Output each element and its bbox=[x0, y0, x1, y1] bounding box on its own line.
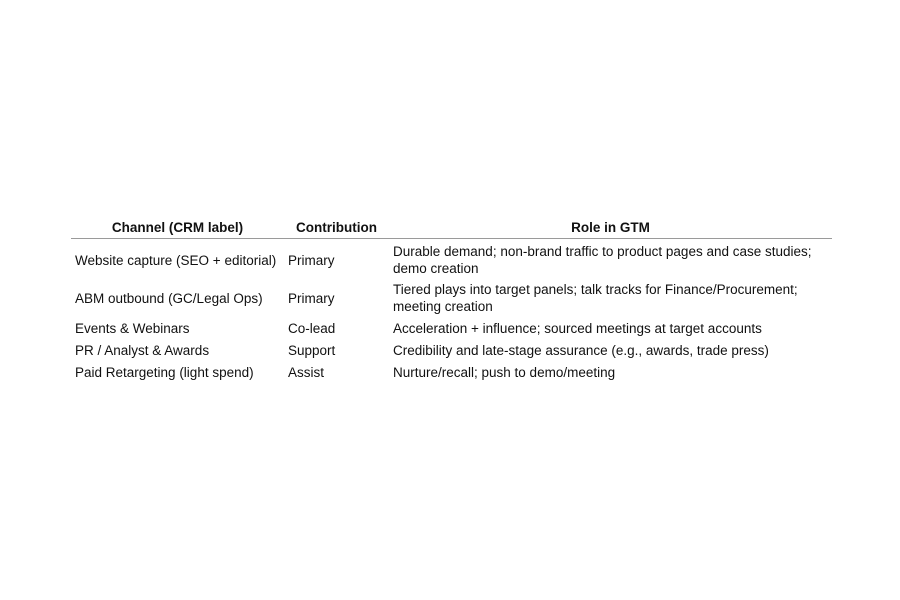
cell-role: Durable demand; non-brand traffic to product pages and case studies; demo creation bbox=[393, 244, 812, 276]
cell-channel: ABM outbound (GC/Legal Ops) bbox=[75, 290, 263, 306]
table-row bbox=[71, 317, 832, 339]
cell-role: Credibility and late-stage assurance (e.g., awards, trade press) bbox=[393, 342, 769, 358]
gtm-channel-table bbox=[71, 218, 832, 383]
cell-channel: Events & Webinars bbox=[75, 320, 190, 336]
header-role: Role in GTM bbox=[389, 218, 832, 239]
cell-role: Acceleration + influence; sourced meetings at target accounts bbox=[393, 320, 762, 336]
cell-channel: Paid Retargeting (light spend) bbox=[75, 364, 254, 380]
cell-channel: PR / Analyst & Awards bbox=[75, 342, 210, 358]
cell-contribution: Primary bbox=[288, 252, 335, 268]
table-header-row bbox=[71, 218, 832, 239]
cell-contribution: Primary bbox=[288, 290, 335, 306]
table-row bbox=[71, 279, 832, 317]
table-row bbox=[71, 361, 832, 383]
cell-role: Nurture/recall; push to demo/meeting bbox=[393, 364, 616, 380]
table-row bbox=[71, 239, 832, 280]
table-row bbox=[71, 339, 832, 361]
cell-role: Tiered plays into target panels; talk tracks for Finance/Procurement; meeting creation bbox=[393, 282, 798, 314]
cell-contribution: Support bbox=[288, 342, 336, 358]
cell-contribution: Co-lead bbox=[288, 320, 336, 336]
header-contribution: Contribution bbox=[284, 218, 389, 239]
header-channel: Channel (CRM label) bbox=[71, 218, 284, 239]
cell-channel: Website capture (SEO + editorial) bbox=[75, 252, 277, 268]
cell-contribution: Assist bbox=[288, 364, 325, 380]
